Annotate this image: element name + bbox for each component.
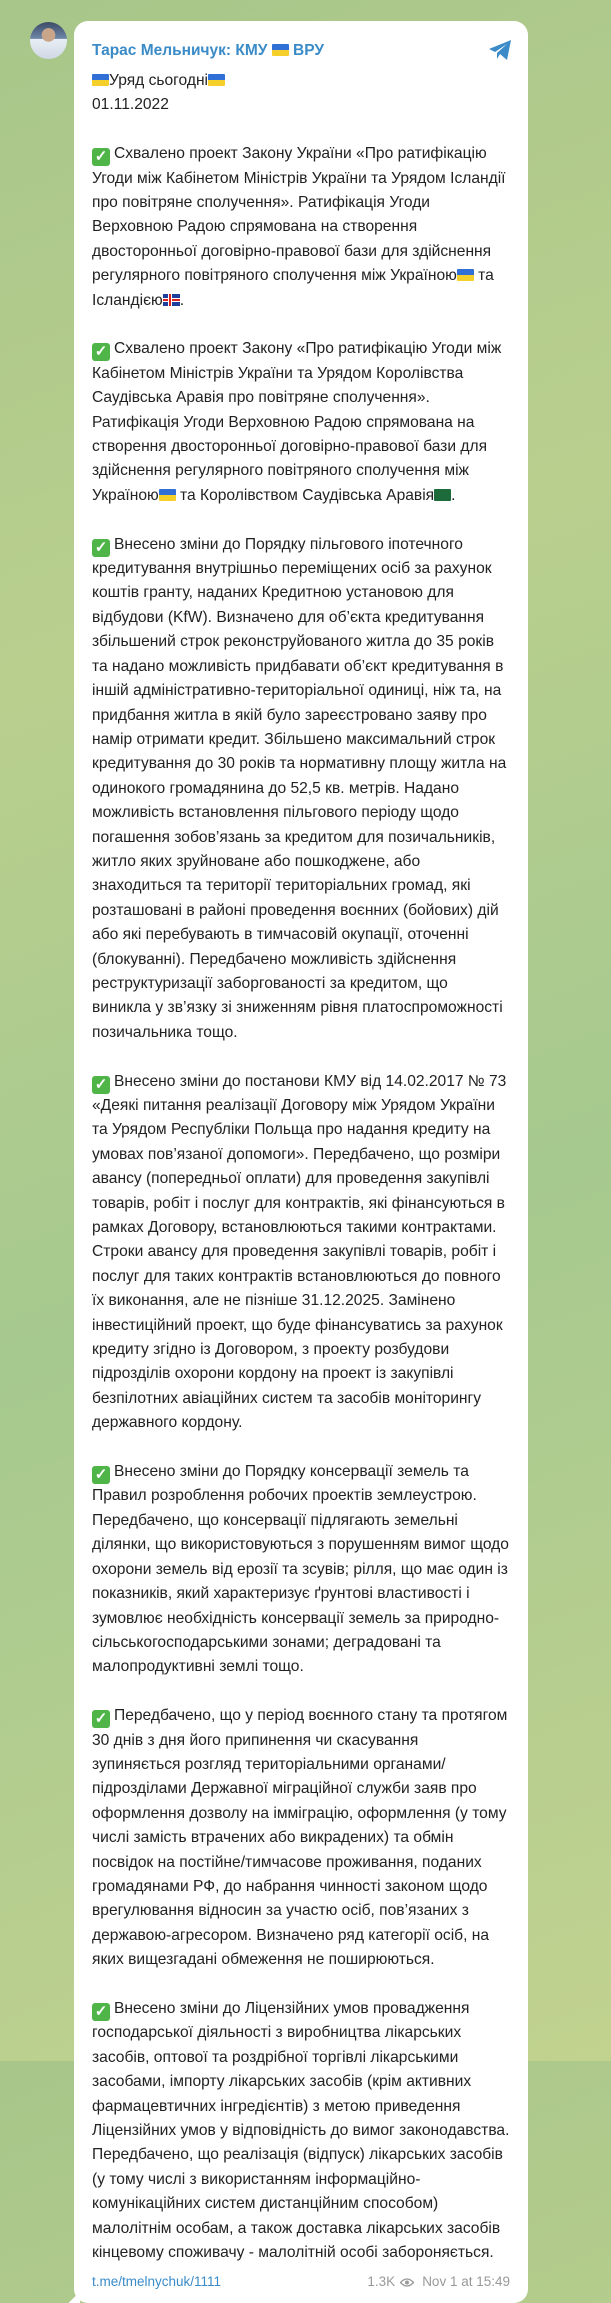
paragraph-6: ✓ Передбачено, що у період воєнного стану та протягом 30 днів з дня його припинення чи скасування зупиняється розгляд територіальними органами/ підрозділами Державної міграційної служби заяв про оформлення дозволу на імміграцію, оформлення (у тому числі замість втрачених або викрадених) та обмін посвідок на постійне/тимчасове проживання, поданих громадянами РФ, до набрання чинності законом щодо врегулювання відносин за участю осіб, пов’язаних з державою-агресором. Визначено ряд категорії осіб, на яких вищезгадані обмеження не поширюються. (92, 1707, 508, 1969)
check-mark-icon: ✓ (92, 1076, 110, 1094)
channel-name[interactable]: Тарас Мельничук: КМУ ВРУ (92, 42, 324, 59)
ukraine-flag-icon (208, 74, 225, 86)
paragraph-2: ✓ Схвалено проект Закону «Про ратифікацію Угоди між Кабінетом Міністрів України та Урядом Королівства Саудівська Аравія про повітряне сполучення». Ратифікація Угоди Верховною Радою спрямована на створення двосторонньої договірно-правової бази для здійснення регулярного повітряного сполучення між Україною та Королівством Саудівська Аравія . (92, 340, 502, 504)
post-link[interactable]: t.me/tmelnychuk/1111 (92, 2274, 222, 2290)
channel-avatar[interactable] (30, 22, 67, 59)
iceland-flag-icon (163, 294, 180, 306)
paragraph-3: ✓ Внесено зміни до Порядку пільгового іпотечного кредитування внутрішньо переміщених осіб за рахунок коштів гранту, наданих Кредитною установою для відбудови (KfW). Визначено для об’єкта кредитування збільшений строк реконструйованого житла до 35 років та надано можливість придбавати об’єкт кредитування в іншій адміністративно-територіальної одиниці, ніж та, на придбання житла в якій було зареєстровано заяву про намір отримати кредит. Збільшено максимальний строк кредитування до 30 років та нормативну площу житла на одинокого громадянина до 52,5 кв. метрів. Надано можливість встановлення пільгового періоду щодо погашення зобов’язань за кредитом для позичальників, житло яких зруйноване або пошкоджене, або знаходиться та території територіальних громад, які розташовані в районі проведення воєнних (бойових) дій або які перебувають в тимчасовій окупації, оточенні (блокуванні). Передбачено можливість здійснення реструктуризації заборгованості за кредитом, що виникла у зв’язку зі зниженням рівня платоспроможності позичальника тощо. (92, 535, 507, 1041)
post-heading: Уряд сьогодні (109, 72, 209, 89)
check-mark-icon: ✓ (92, 148, 110, 166)
paragraph-4: ✓ Внесено зміни до постанови КМУ від 14.02.2017 № 73 «Деякі питання реалізації Договору між Урядом України та Урядом Республіки Польща про надання кредиту на умовах пов’язаної допомоги». Передбачено, що розміри авансу (попередньої оплати) для проведення закупівлі товарів, робіт і послуг для контрактів, які фінансуються в рамках Договору, встановлюються такими контрактами. Строки авансу для проведення закупівлі товарів, робіт і послуг для таких контрактів встановлюються до повного їх виконання, але не пізніше 31.12.2025. Замінено інвестиційний проект, що буде фінансуватись за рахунок кредиту згідно із Договором, з проекту розбудови підрозділів охорони кордону на проект із закупівлі безпілотних авіаційних систем та засобів моніторингу державного кордону. (92, 1072, 507, 1432)
check-mark-icon: ✓ (92, 539, 110, 557)
check-mark-icon: ✓ (92, 343, 110, 361)
post-date: 01.11.2022 (92, 96, 169, 114)
check-mark-icon: ✓ (92, 2003, 110, 2021)
paragraph-1: ✓ Схвалено проект Закону України «Про ратифікацію Угоди між Кабінетом Міністрів України та Урядом Ісландії про повітряне сполучення». Ратифікація Угоди Верховною Радою спрямована на створення двосторонньої договірно-правової бази для здійснення регулярного повітряного сполучення між Україною та Ісландією . (92, 145, 506, 309)
paragraph-5: ✓ Внесено зміни до Порядку консервації земель та Правил розроблення робочих проектів землеустрою. Передбачено, що консервації підлягають земельні ділянки, що використовуються з порушенням вимог щодо охорони земель від ерозії та зсувів; рілля, що має один із показників, який характеризує ґрунтові властивості і зумовлює необхідність консервації земель за природно-сільськогосподарськими зонами; деградовані та малопродуктивні землі тощо. (92, 1463, 509, 1676)
check-mark-icon: ✓ (92, 1710, 110, 1728)
ukraine-flag-icon (159, 489, 176, 501)
ukraine-flag-icon (272, 44, 289, 56)
message-text (92, 69, 510, 2265)
post-time: Nov 1 at 15:49 (422, 2274, 510, 2290)
view-count: 1.3K (367, 2274, 396, 2290)
telegram-share-icon[interactable] (488, 39, 512, 61)
message-footer (92, 2273, 510, 2291)
ukraine-flag-icon (92, 74, 109, 86)
eye-icon (400, 2278, 414, 2287)
paragraph-7: ✓ Внесено зміни до Ліцензійних умов провадження господарської діяльності з виробництва лікарських засобів, оптової та роздрібної торгівлі лікарськими засобами, імпорту лікарських засобів (крім активних фармацевтичних інгредієнтів) з метою приведення Ліцензійних умов у відповідність до вимог законодавства. Передбачено, що реалізація (відпуск) лікарських засобів (у тому числі з використанням інформаційно-комунікаційних систем дистанційним способом) малолітнім особам, а також доставка лікарських засобів кінцевому споживачу - малолітній особі забороняється. (92, 1999, 510, 2262)
saudi-arabia-flag-icon (434, 489, 451, 501)
check-mark-icon: ✓ (92, 1466, 110, 1484)
message-bubble (74, 21, 528, 2303)
ukraine-flag-icon (457, 269, 474, 281)
